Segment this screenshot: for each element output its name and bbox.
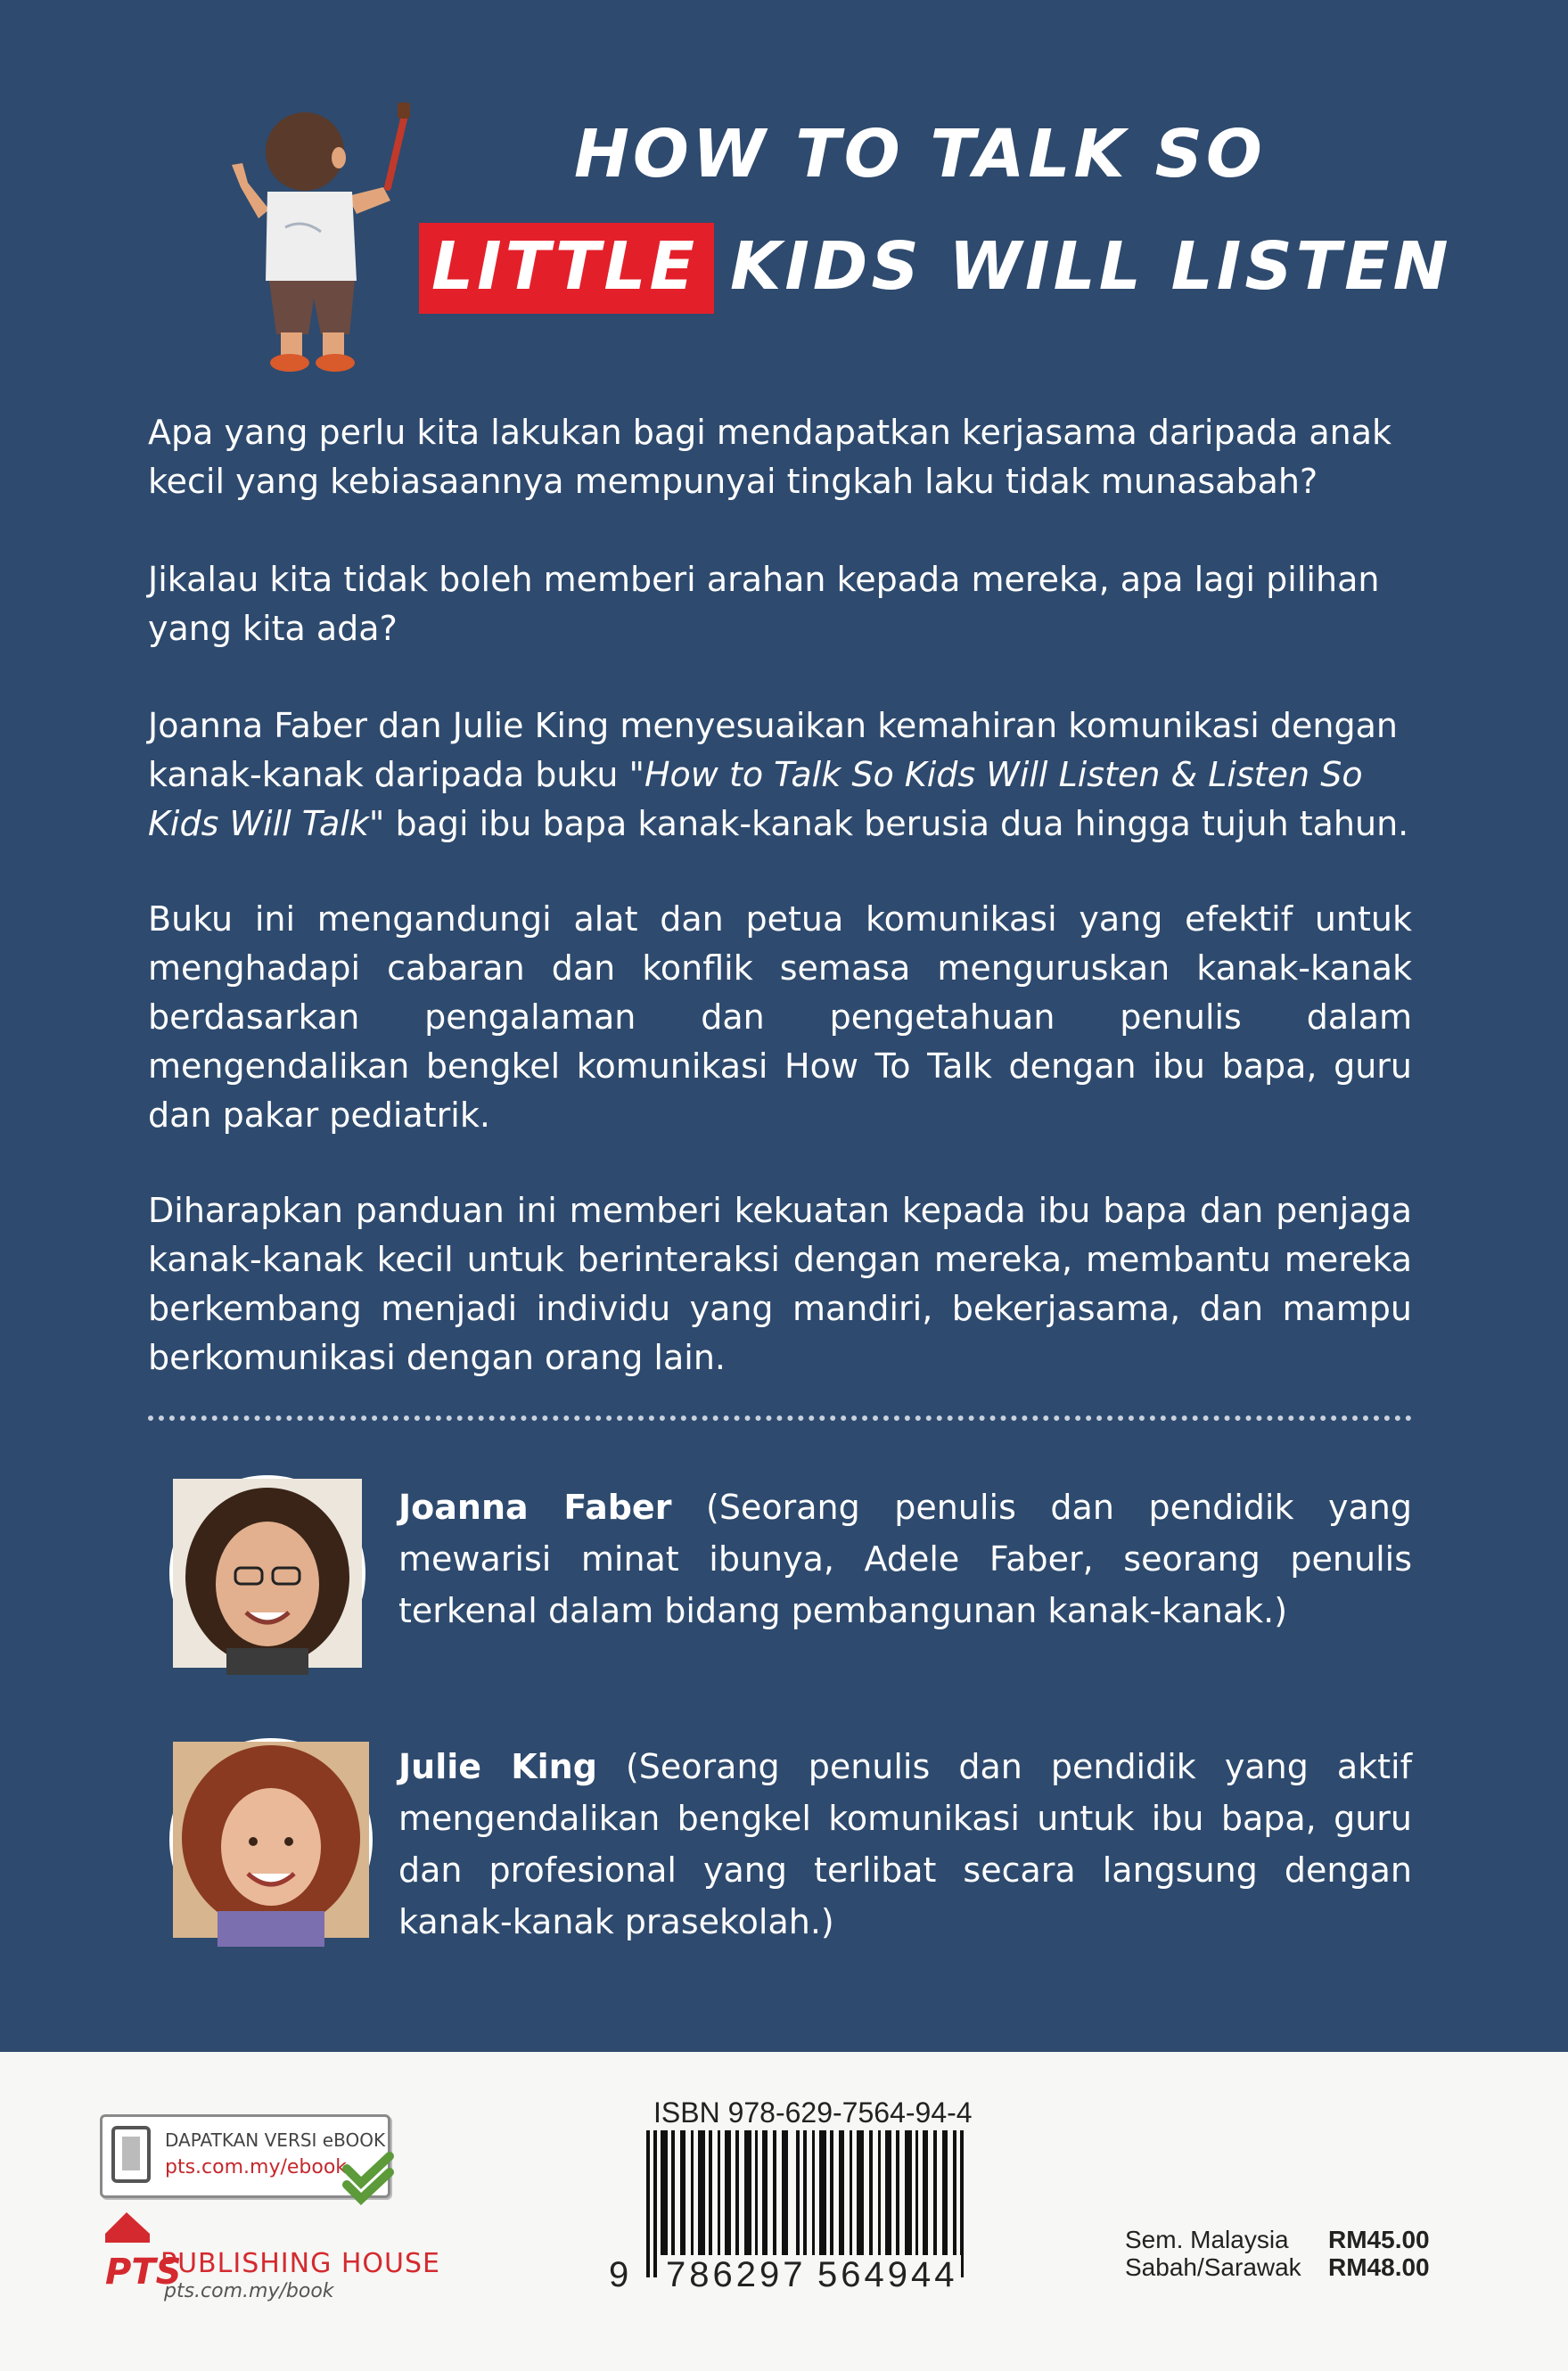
title-highlight: LITTLE [419, 223, 714, 314]
ebook-url: pts.com.my/ebook [165, 2156, 348, 2178]
barcode-digit-first: 9 [609, 2255, 629, 2294]
price-amount-2: RM48.00 [1328, 2253, 1430, 2281]
phone-icon [111, 2126, 151, 2183]
ebook-label: DAPATKAN VERSI eBOOK [165, 2129, 386, 2151]
checkmark-icon [341, 2149, 395, 2203]
paragraph-4: Buku ini mengandungi alat dan petua komunikasi yang efektif untuk menghadapi cabaran dan konflik semasa menguruskan kanak-kanak berdasarkan pengalaman dan pengetahuan penulis dalam mengendalikan bengkel komunikasi How To Talk dengan ibu bapa, guru dan pakar pediatrik. [148, 899, 1412, 1135]
author-photo-joanna [169, 1475, 365, 1671]
author-bio-julie [398, 1741, 1412, 1948]
paragraph-5: Diharapkan panduan ini memberi kekuatan kepada ibu bapa dan penjaga kanak-kanak kecil untuk berinteraksi dengan mereka, membantu mereka berkembang menjadi individu yang mandiri, bekerjasama, dan mampu berkomunikasi dengan orang lain. [148, 1191, 1412, 1377]
title-line-1: HOW TO TALK SO [574, 116, 1266, 193]
dotted-divider [148, 1415, 1412, 1421]
barcode-digits-left: 786297 [662, 2255, 809, 2295]
title-line-2 [419, 223, 1452, 314]
barcode-digits-right: 564944 [814, 2255, 961, 2295]
paragraph-2: Jikalau kita tidak boleh memberi arahan kepada mereka, apa lagi pilihan yang kita ada? [148, 560, 1380, 648]
paragraph-1: Apa yang perlu kita lakukan bagi mendapatkan kerjasama daripada anak kecil yang kebiasaannya mempunyai tingkah laku tidak munasabah? [148, 413, 1392, 501]
author-name-joanna: Joanna Faber [398, 1488, 672, 1527]
publisher-url: pts.com.my/book [164, 2280, 334, 2302]
price-region-1: Sem. Malaysia [1125, 2226, 1289, 2253]
publisher-logo [100, 2207, 440, 2302]
author-desc-julie: (Seorang penulis dan pendidik yang aktif mengendalikan bengkel komunikasi untuk ibu bapa, guru dan profesional yang terlibat secara langsung dengan kanak-kanak prasekolah.) [398, 1747, 1412, 1941]
paragraph-3 [148, 701, 1412, 849]
paragraph-3-start: Joanna Faber dan Julie King menyesuaikan kemahiran komunikasi dengan kanak-kanak daripada buku [148, 706, 1399, 794]
paragraph-3-end: bagi ibu bapa kanak-kanak berusia dua hingga tujuh tahun. [384, 804, 1409, 843]
isbn-label: ISBN 978-629-7564-94-4 [653, 2096, 973, 2129]
price-region-2: Sabah/Sarawak [1125, 2253, 1301, 2281]
svg-text:PTS: PTS [105, 2252, 182, 2293]
author-desc-joanna: (Seorang penulis dan pendidik yang mewarisi minat ibunya, Adele Faber, seorang penulis terkenal dalam bidang pembangunan kanak-kanak.) [398, 1488, 1412, 1630]
boy-illustration [232, 103, 437, 379]
author-bio-joanna [398, 1481, 1412, 1637]
ebook-badge [100, 2114, 390, 2198]
author-name-julie: Julie King [398, 1747, 597, 1786]
price-amount-1: RM45.00 [1328, 2226, 1430, 2253]
title-line-2-rest: KIDS WILL LISTEN [730, 228, 1452, 305]
paragraph-3-book-title: "How to Talk So Kids Will Listen & Listen So Kids Will Talk" [148, 755, 1363, 843]
pts-logo-icon [100, 2207, 182, 2293]
publisher-name: PUBLISHING HOUSE [160, 2248, 440, 2279]
author-photo-julie [169, 1738, 373, 1941]
